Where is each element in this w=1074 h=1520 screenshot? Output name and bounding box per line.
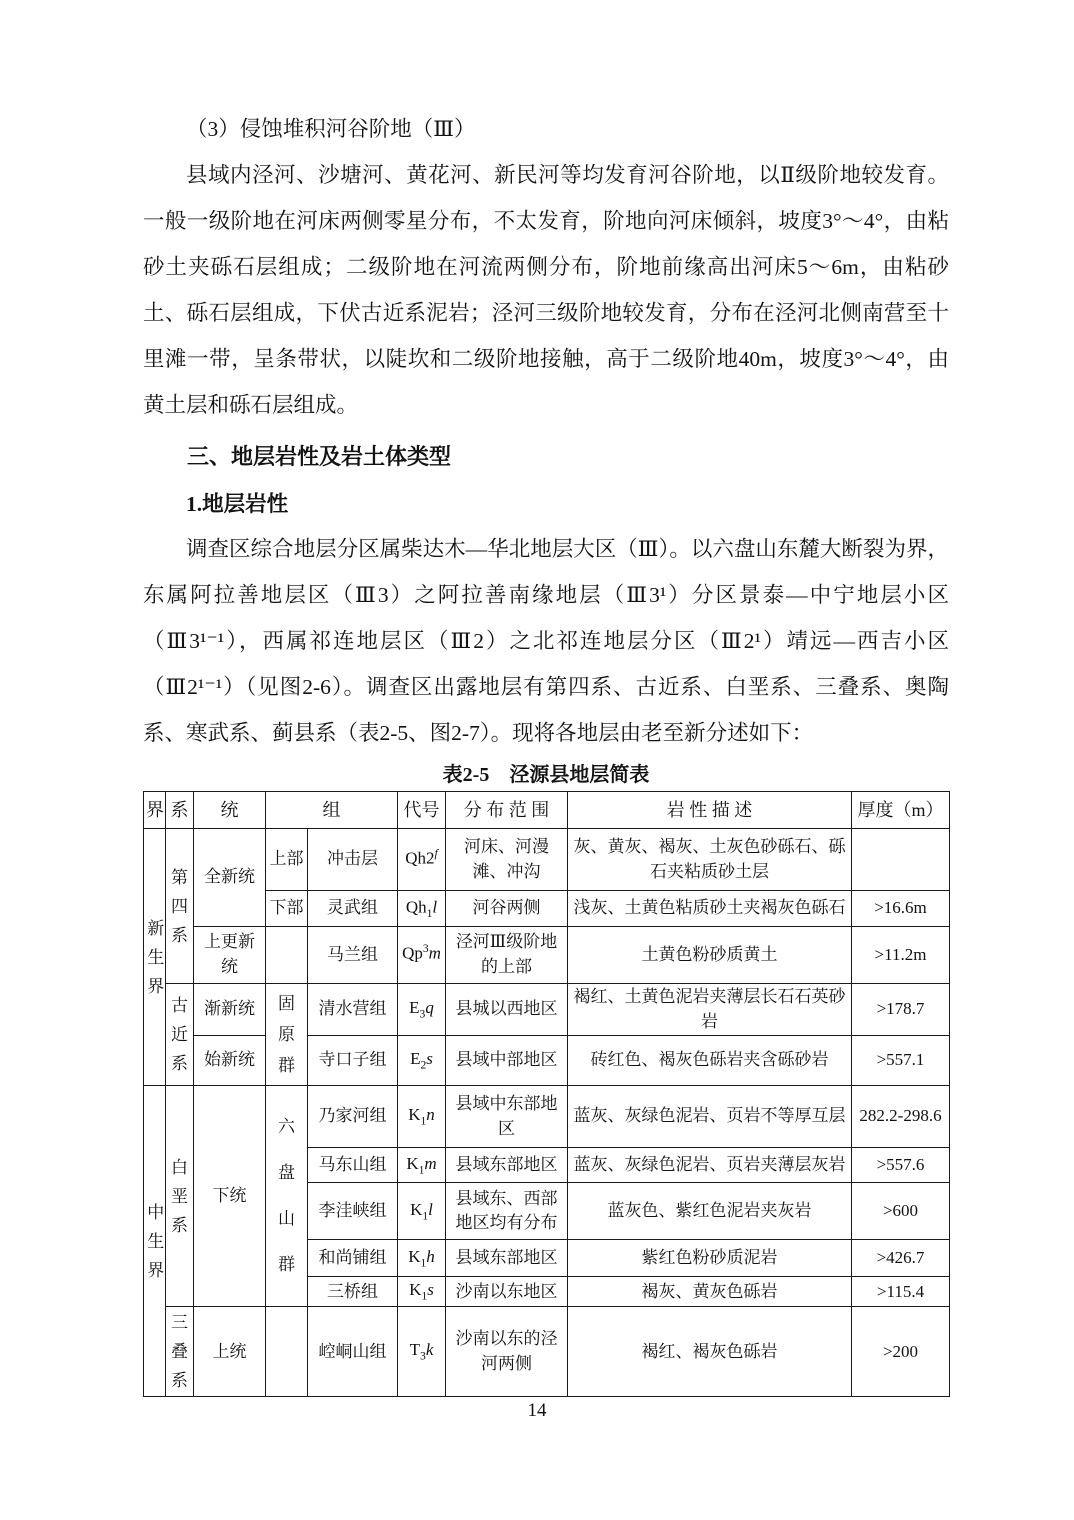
col-header-formation: 组	[266, 792, 398, 829]
cell-code	[398, 1183, 446, 1240]
cell-distribution: 县域中东部地区	[446, 1086, 568, 1148]
cell-series: 上更新统	[194, 927, 266, 984]
cell-thickness: >11.2m	[852, 927, 950, 984]
code-italic: m	[424, 1153, 437, 1173]
table-row	[144, 927, 950, 984]
cell-formation: 三桥组	[308, 1277, 398, 1307]
cell-thickness: >200	[852, 1307, 950, 1397]
cell-subunit: 下部	[266, 891, 308, 927]
cell-lithology: 蓝灰色、紫红色泥岩夹灰岩	[568, 1183, 852, 1240]
cell-distribution: 县域东部地区	[446, 1148, 568, 1183]
cell-group	[266, 984, 308, 1086]
col-header-thickness: 厚度（m）	[852, 792, 950, 829]
cell-distribution: 县域东、西部地区均有分布	[446, 1183, 568, 1240]
col-header-era: 界	[144, 792, 166, 829]
cell-series: 始新统	[194, 1036, 266, 1086]
paragraph-strata: 调查区综合地层分区属柴达木—华北地层大区（Ⅲ）。以六盘山东麓大断裂为界，东属阿拉善地层区（Ⅲ3）之阿拉善南缘地层（Ⅲ3¹）分区景泰—中宁地层小区（Ⅲ3¹⁻¹），西属祁连地层区（Ⅲ2）之北祁连地层分区（Ⅲ2¹）靖远—西吉小区（Ⅲ2¹⁻¹）（见图2-6）。调查区出露地层有第四系、古近系、白垩系、三叠系、奥陶系、寒武系、蓟县系（表2-5、图2-7）。现将各地层由老至新分述如下：	[143, 537, 949, 745]
cell-thickness: 282.2-298.6	[852, 1086, 950, 1148]
code-italic: q	[425, 998, 434, 1018]
code-italic: n	[426, 1105, 435, 1125]
cell-series: 渐新统	[194, 984, 266, 1036]
cell-series: 上统	[194, 1307, 266, 1397]
table-header-row	[144, 792, 950, 829]
cell-formation: 乃家河组	[308, 1086, 398, 1148]
table-row	[144, 829, 950, 891]
cell-thickness: >600	[852, 1183, 950, 1240]
cell-thickness: >557.6	[852, 1148, 950, 1183]
cell-lithology: 褐灰、黄灰色砾岩	[568, 1277, 852, 1307]
table-row	[144, 1086, 950, 1148]
cell-subunit	[266, 927, 308, 984]
cell-lithology: 蓝灰、灰绿色泥岩、页岩不等厚互层	[568, 1086, 852, 1148]
cell-code	[398, 829, 446, 891]
strata-table	[143, 791, 950, 1397]
cell-code	[398, 1086, 446, 1148]
table-row	[144, 1307, 950, 1397]
section-heading: 三、地层岩性及岩土体类型	[187, 444, 452, 469]
code-base: Qh	[405, 897, 427, 917]
system-label: 三叠系	[170, 1313, 188, 1391]
cell-thickness: >557.1	[852, 1036, 950, 1086]
cell-subunit	[266, 1307, 308, 1397]
cell-formation: 寺口子组	[308, 1036, 398, 1086]
cell-series: 下统	[194, 1086, 266, 1307]
code-base: K	[408, 1105, 421, 1125]
cell-code	[398, 1307, 446, 1397]
code-superscript: 3	[422, 942, 429, 956]
cell-code	[398, 984, 446, 1036]
cell-era	[144, 1086, 166, 1397]
system-label: 第四系	[170, 867, 188, 945]
code-subscript: 3	[419, 1007, 426, 1021]
cell-formation: 马东山组	[308, 1148, 398, 1183]
cell-thickness	[852, 829, 950, 891]
cell-distribution: 县城以西地区	[446, 984, 568, 1036]
cell-system	[166, 829, 194, 984]
col-header-distribution: 分 布 范 围	[446, 792, 568, 829]
cell-lithology: 紫红色粉砂质泥岩	[568, 1240, 852, 1277]
cell-distribution: 县域中部地区	[446, 1036, 568, 1086]
code-superscript-italic: f	[434, 846, 438, 860]
code-base: K	[408, 1246, 421, 1266]
cell-system	[166, 1086, 194, 1307]
cell-distribution: 河床、河漫滩、冲沟	[446, 829, 568, 891]
code-italic: l	[428, 1199, 433, 1219]
code-subscript: 1	[420, 1256, 427, 1270]
cell-lithology: 浅灰、土黄色粘质砂土夹褐灰色砾石	[568, 891, 852, 927]
cell-code	[398, 927, 446, 984]
cell-formation: 马兰组	[308, 927, 398, 984]
cell-lithology: 褐红、褐灰色砾岩	[568, 1307, 852, 1397]
cell-distribution: 沙南以东地区	[446, 1277, 568, 1307]
table-row	[144, 984, 950, 1036]
code-base: K	[409, 1280, 422, 1300]
code-subscript: 1	[422, 1209, 429, 1223]
group-label: 固原群	[277, 994, 295, 1076]
cell-group	[266, 1086, 308, 1307]
system-label: 古近系	[170, 996, 188, 1074]
cell-lithology: 灰、黄灰、褐灰、土灰色砂砾石、砾石夹粘质砂土层	[568, 829, 852, 891]
col-header-series: 统	[194, 792, 266, 829]
code-base: E	[410, 1049, 421, 1069]
code-subscript: 1	[421, 1289, 428, 1303]
cell-series: 全新统	[194, 829, 266, 927]
code-italic: m	[428, 943, 441, 963]
code-subscript: 1	[426, 906, 433, 920]
col-header-code: 代号	[398, 792, 446, 829]
cell-formation: 冲击层	[308, 829, 398, 891]
cell-distribution: 河谷两侧	[446, 891, 568, 927]
cell-formation: 崆峒山组	[308, 1307, 398, 1397]
era-label: 新生界	[147, 918, 165, 996]
table-row	[144, 1036, 950, 1086]
page-content	[143, 106, 949, 1397]
era-label: 中生界	[147, 1202, 165, 1280]
code-subscript: 2	[420, 1058, 427, 1072]
cell-lithology: 蓝灰、灰绿色泥岩、页岩夹薄层灰岩	[568, 1148, 852, 1183]
code-italic: k	[425, 1340, 434, 1360]
cell-system	[166, 1307, 194, 1397]
code-italic: s	[427, 1280, 434, 1300]
cell-thickness: >178.7	[852, 984, 950, 1036]
cell-distribution: 县域东部地区	[446, 1240, 568, 1277]
cell-thickness: >16.6m	[852, 891, 950, 927]
cell-thickness: >426.7	[852, 1240, 950, 1277]
cell-lithology: 土黄色粉砂质黄土	[568, 927, 852, 984]
cell-formation: 清水营组	[308, 984, 398, 1036]
cell-distribution: 沙南以东的泾河两侧	[446, 1307, 568, 1397]
code-subscript: 1	[420, 1114, 427, 1128]
code-base: K	[406, 1153, 419, 1173]
cell-code	[398, 1148, 446, 1183]
cell-lithology: 褐红、土黄色泥岩夹薄层长石石英砂岩	[568, 984, 852, 1036]
cell-thickness: >115.4	[852, 1277, 950, 1307]
code-base: E	[409, 998, 420, 1018]
table-title: 表2-5 泾源县地层简表	[442, 764, 650, 786]
page-number: 14	[527, 1400, 547, 1421]
cell-subunit: 上部	[266, 829, 308, 891]
cell-distribution: 泾河Ⅲ级阶地的上部	[446, 927, 568, 984]
code-italic: s	[426, 1049, 433, 1069]
code-base: T	[409, 1340, 421, 1360]
code-base: K	[410, 1199, 423, 1219]
system-label: 白垩系	[170, 1157, 188, 1235]
code-base: Qh2	[405, 848, 435, 868]
code-subscript: 1	[418, 1163, 425, 1177]
code-base: Qp	[402, 943, 423, 963]
cell-era	[144, 829, 166, 1086]
cell-code	[398, 1240, 446, 1277]
cell-code	[398, 891, 446, 927]
cell-formation: 灵武组	[308, 891, 398, 927]
col-header-lithology: 岩 性 描 述	[568, 792, 852, 829]
code-subscript: 3	[420, 1349, 426, 1363]
cell-formation: 和尚铺组	[308, 1240, 398, 1277]
subsection-heading: 1.地层岩性	[186, 492, 289, 516]
cell-code	[398, 1036, 446, 1086]
code-italic: h	[426, 1246, 435, 1266]
cell-lithology: 砖红色、褐灰色砾岩夹含砾砂岩	[568, 1036, 852, 1086]
col-header-system: 系	[166, 792, 194, 829]
cell-system	[166, 984, 194, 1086]
cell-formation: 李洼峡组	[308, 1183, 398, 1240]
code-italic: l	[432, 897, 438, 917]
item-heading: （3）侵蚀堆积河谷阶地（Ⅲ）	[186, 117, 476, 141]
paragraph-terraces: 县域内泾河、沙塘河、黄花河、新民河等均发育河谷阶地，以Ⅱ级阶地较发育。一般一级阶地在河床两侧零星分布，不太发育，阶地向河床倾斜，坡度3°～4°，由粘砂土夹砾石层组成；二级阶地在河流两侧分布，阶地前缘高出河床5～6m，由粘砂土、砾石层组成，下伏古近系泥岩；泾河三级阶地较发育，分布在泾河北侧南营至十里滩一带，呈条带状，以陡坎和二级阶地接触，高于二级阶地40m，坡度3°～4°，由黄土层和砾石层组成。	[143, 163, 949, 417]
cell-code	[398, 1277, 446, 1307]
group-label: 六盘山群	[277, 1117, 295, 1275]
